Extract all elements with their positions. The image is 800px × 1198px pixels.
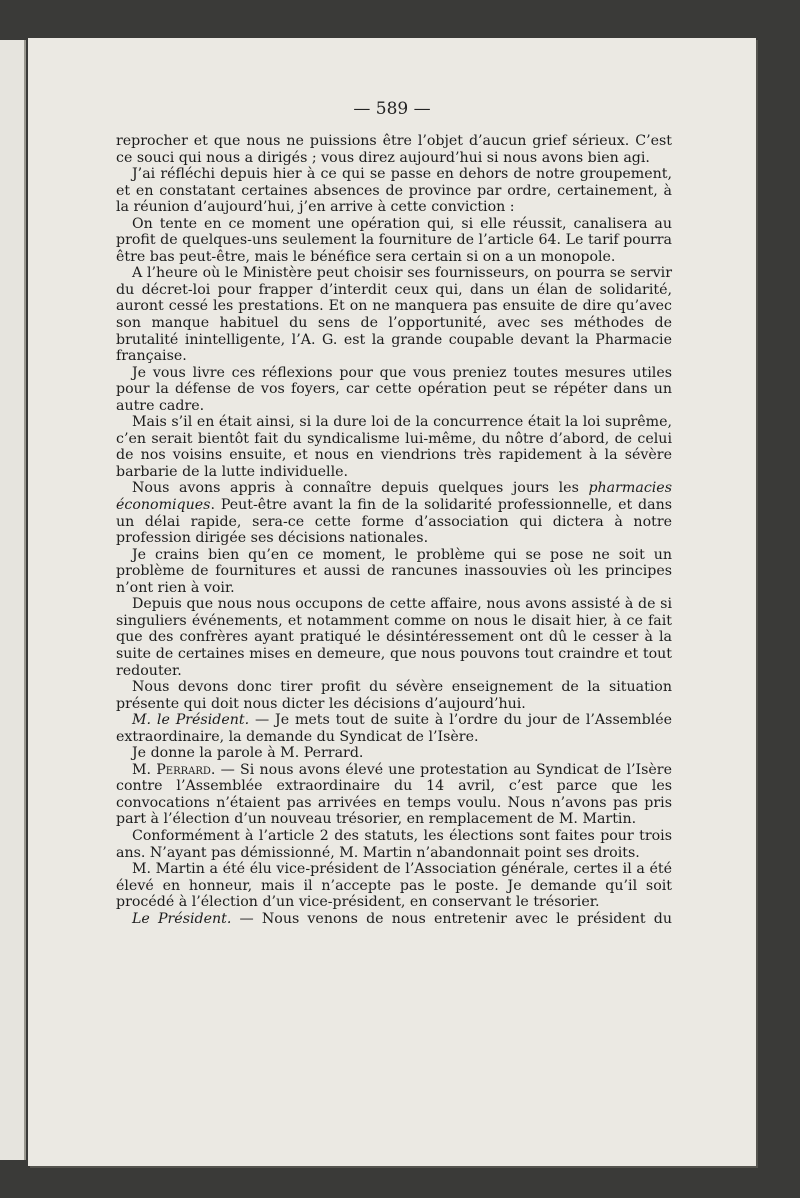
emphasized-term: pharmacies économiques [116,480,672,514]
paragraph [116,762,672,828]
speaker-name: Le Président. [132,910,232,927]
paragraph: A l’heure où le Ministère peut choisir ses fournisseurs, on pourra se servir du décret-loi pour frapper d’interdit ceux qui, dans un élan de solidarité, auront cessé les prestations. Et on ne manquera pas ensuite de dire qu’avec son manque habituel du sens de l’opportunité, avec ses méthodes de brutalité inintelligente, l’A. G. est la grande coupable devant la Pharmacie française. [116,265,672,365]
page-number: — 589 — [353,99,431,119]
speaker-name: M. le Président. [132,712,250,729]
paragraph-text: Nous avons appris à connaître depuis quelques jours les [132,480,589,497]
paragraph: Depuis que nous nous occupons de cette affaire, nous avons assisté à de si singuliers événements, et notamment comme on nous le disait hier, à ce fait que des confrères ayant pratiqué le désintéressement ont dû le cesser à la suite de certaines mises en demeure, que nous pouvons tout craindre et tout redouter. [116,596,672,679]
speaker-name: M. Perrard. [132,761,216,778]
paragraph [116,480,672,546]
paragraph: M. Martin a été élu vice-président de l’Association générale, certes il a été élevé en honneur, mais il n’accepte pas le poste. Je demande qu’il soit procédé à l’élection d’un vice-président, en conservant le trésorier. [116,861,672,911]
paragraph-text: — Nous venons de nous entretenir avec le président du [231,910,672,927]
paragraph: J’ai réfléchi depuis hier à ce qui se passe en dehors de notre groupement, et en constatant certaines absences de province par ordre, certainement, à la réunion d’aujourd’hui, j’en arrive à cette conviction : [116,166,672,216]
previous-page-edge [0,40,26,1160]
paragraph: Je donne la parole à M. Perrard. [132,745,364,762]
paragraph-text: — Je mets tout de suite à l’ordre du jour de l’Assemblée extraordinaire, la demande du Syndicat de l’Isère. [116,712,672,745]
body-text [116,133,672,927]
paragraph: Conformément à l’article 2 des statuts, les élections sont faites pour trois ans. N’ayant pas démissionné, M. Martin n’abandonnait point ses droits. [116,827,672,861]
paragraph-text: . Peut-être avant la fin de la solidarité professionnelle, et dans un délai rapide, sera-ce cette forme d’association qui dictera à notre profession dirigée ses décisions nationales. [116,497,672,547]
paragraph-text: — Si nous avons élevé une protestation au Syndicat de l’Isère contre l’Assemblée extraordinaire du 14 avril, c’est parce que les convocations n’étaient pas arrivées en temps voulu. Nous n’avons pas pris part à l’élection d’un nouveau trésorier, en remplacement de M. Martin. [116,761,672,828]
paragraph [116,712,672,745]
paragraph: Mais s’il en était ainsi, si la dure loi de la concurrence était la loi suprême, c’en serait bientôt fait du syndicalisme lui-même, du nôtre d’abord, de celui de nos voisins ensuite, et nous en viendrions très rapidement à la sévère barbarie de la lutte individuelle. [116,414,672,480]
paragraph: Je crains bien qu’en ce moment, le problème qui se pose ne soit un problème de fournitures et aussi de rancunes inassouvies où les principes n’ont rien à voir. [116,546,672,596]
paragraph: Nous devons donc tirer profit du sévère enseignement de la situation présente qui doit nous dicter les décisions d’aujourd’hui. [116,679,672,712]
paragraph: On tente en ce moment une opération qui, si elle réussit, canalisera au profit de quelques-uns seulement la fourniture de l’article 64. Le tarif pourra être bas peut-être, mais le bénéfice sera certain si on a un monopole. [116,215,672,265]
paragraph: reprocher et que nous ne puissions être l’objet d’aucun grief sérieux. C’est ce souci qui nous a dirigés ; vous direz aujourd’hui si nous avons bien agi. [116,133,672,166]
paragraph [116,911,672,928]
book-page [28,38,756,1166]
paragraph: Je vous livre ces réflexions pour que vous preniez toutes mesures utiles pour la défense de vos foyers, car cette opération peut se répéter dans un autre cadre. [116,364,672,414]
